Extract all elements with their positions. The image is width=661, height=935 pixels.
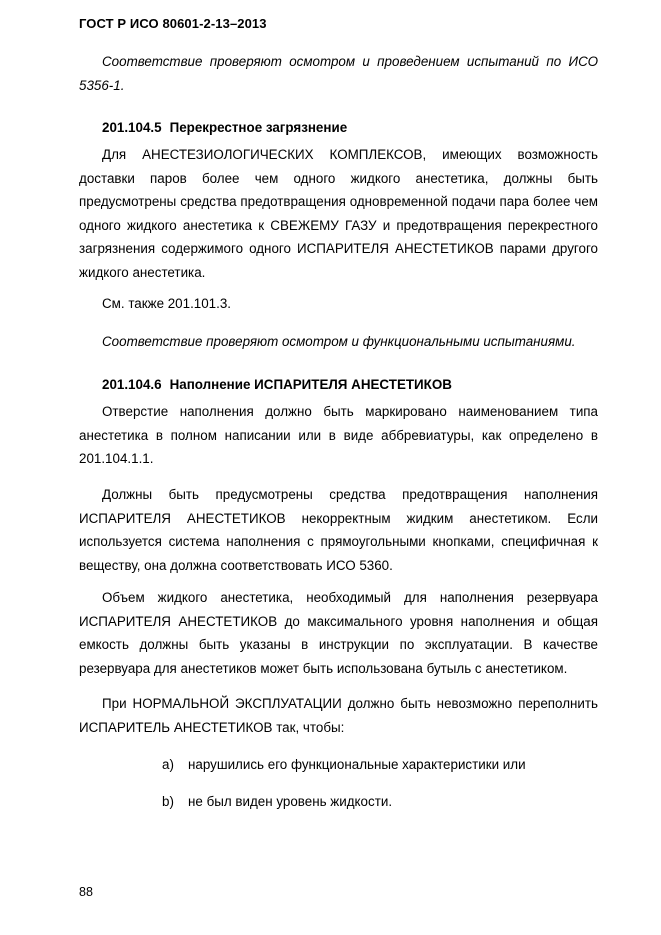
document-header: ГОСТ Р ИСО 80601-2-13–2013	[79, 16, 267, 31]
section-6-paragraph-4: При НОРМАЛЬНОЙ ЭКСПЛУАТАЦИИ должно быть невозможно переполнить ИСПАРИТЕЛЬ АНЕСТЕТИКОВ так, чтобы:	[79, 696, 598, 735]
list-item-text: не был виден уровень жидкости.	[188, 794, 393, 809]
list-marker: b)	[162, 794, 174, 809]
see-also-paragraph: См. также 201.101.3.	[102, 296, 232, 311]
page-number: 88	[79, 885, 93, 899]
section-5-body: Для АНЕСТЕЗИОЛОГИЧЕСКИХ КОМПЛЕКСОВ, имеющих возможность доставки паров более чем одного жидкого анестетика, должны быть предусмотрены средства предотвращения одновременной подачи пара более чем одного жидкого анестетика к СВЕЖЕМУ ГАЗУ и предотвращения перекрестного загрязнения содержимого одного ИСПАРИТЕЛЯ АНЕСТЕТИКОВ парами другого жидкого анестетика.	[79, 147, 598, 280]
section-heading-201-104-5	[102, 120, 347, 135]
section-6-paragraph-3: Объем жидкого анестетика, необходимый для наполнения резервуара ИСПАРИТЕЛЯ АНЕСТЕТИКОВ до максимального уровня наполнения и общая емкость должны быть указаны в инструкции по эксплуатации. В качестве резервуара для анестетиков может быть использована бутыль с анестетиком.	[79, 590, 598, 676]
section-6-paragraph-1: Отверстие наполнения должно быть маркировано наименованием типа анестетика в полном написании или в виде аббревиатуры, как определено в 201.104.1.1.	[79, 404, 598, 466]
section-number: 201.104.6	[102, 377, 162, 392]
section-title: Наполнение ИСПАРИТЕЛЯ АНЕСТЕТИКОВ	[169, 377, 452, 392]
section-heading-201-104-6	[102, 377, 452, 392]
conformance-paragraph-2: Соответствие проверяют осмотром и функциональными испытаниями.	[102, 334, 576, 349]
list-item-text: нарушились его функциональные характеристики или	[188, 757, 526, 772]
conformance-paragraph-1: Соответствие проверяют осмотром и проведением испытаний по ИСО 5356-1.	[79, 54, 598, 93]
section-6-paragraph-2: Должны быть предусмотрены средства предотвращения наполнения ИСПАРИТЕЛЯ АНЕСТЕТИКОВ некорректным жидким анестетиком. Если используется система наполнения с прямоугольными кнопками, специфичная к веществу, она должна соответствовать ИСО 5360.	[79, 487, 598, 573]
list-item-a	[162, 757, 526, 772]
section-number: 201.104.5	[102, 120, 162, 135]
list-item-b	[162, 794, 392, 809]
section-title: Перекрестное загрязнение	[169, 120, 348, 135]
list-marker: a)	[162, 757, 174, 772]
